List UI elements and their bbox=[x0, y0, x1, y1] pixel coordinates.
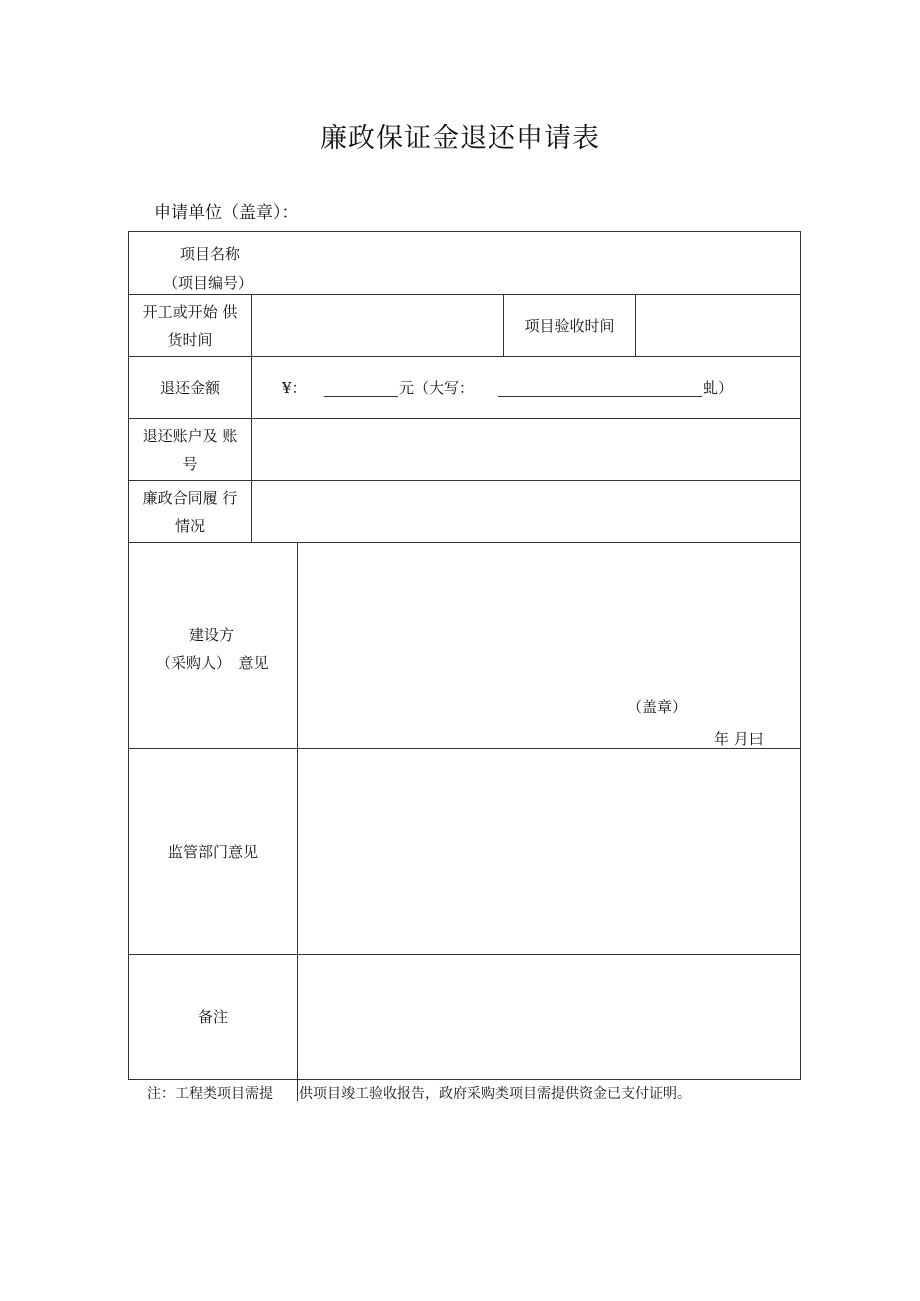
row-divider bbox=[128, 542, 801, 543]
start-time-label-line1: 开工或开始 供 bbox=[142, 302, 238, 321]
refund-amount-label-text: 退还金额 bbox=[159, 378, 220, 397]
column-divider bbox=[251, 294, 252, 542]
page-title: 廉政保证金退还申请表 bbox=[320, 123, 600, 154]
amount-figures-blank bbox=[324, 396, 398, 397]
column-divider bbox=[635, 294, 636, 356]
applicant-label: 申请单位（盖章）： bbox=[154, 203, 299, 223]
supervision-opinion-label bbox=[129, 749, 297, 954]
contract-performance-label-line2: 情况 bbox=[174, 516, 205, 535]
date-label: 年 月曰 bbox=[714, 730, 764, 748]
column-divider bbox=[297, 542, 298, 1079]
stamp-label: （盖章） bbox=[627, 698, 688, 716]
table-border-bottom bbox=[128, 1079, 801, 1080]
amount-unit-text: 元（大写： bbox=[399, 379, 475, 397]
start-time-label bbox=[129, 295, 251, 356]
builder-opinion-label-line2: （采购人） 意见 bbox=[156, 654, 269, 672]
amount-closing-text: 虬） bbox=[703, 379, 734, 397]
footnote-part2: 供项目竣工验收报告，政府采购类项目需提供资金已支付证明。 bbox=[299, 1086, 691, 1102]
refund-account-label bbox=[129, 419, 251, 480]
currency-symbol: ¥： bbox=[282, 379, 307, 397]
footnote-part1: 注：工程类项目需提 bbox=[147, 1086, 273, 1102]
table-border-top bbox=[128, 231, 801, 232]
acceptance-time-label bbox=[504, 295, 635, 356]
builder-opinion-label-line1: 建设方 bbox=[189, 626, 235, 644]
refund-account-label-line2: 号 bbox=[182, 454, 198, 473]
contract-performance-label bbox=[129, 481, 251, 542]
footnote-divider bbox=[297, 1079, 298, 1101]
contract-performance-label-line1: 廉政合同履 行 bbox=[142, 488, 238, 507]
project-name-label: 项目名称 bbox=[180, 245, 241, 263]
supervision-opinion-label-text: 监管部门意见 bbox=[167, 842, 258, 861]
start-time-label-line2: 货时间 bbox=[167, 330, 213, 349]
table-border-right bbox=[800, 231, 801, 1080]
amount-words-blank bbox=[498, 396, 702, 397]
refund-account-label-line1: 退还账户及 账 bbox=[142, 426, 238, 445]
remarks-label bbox=[129, 955, 297, 1079]
acceptance-time-label-text: 项目验收时间 bbox=[524, 316, 615, 335]
remarks-label-text: 备注 bbox=[197, 1008, 228, 1026]
refund-amount-label bbox=[129, 357, 251, 418]
project-number-label: （项目编号） bbox=[163, 274, 254, 292]
